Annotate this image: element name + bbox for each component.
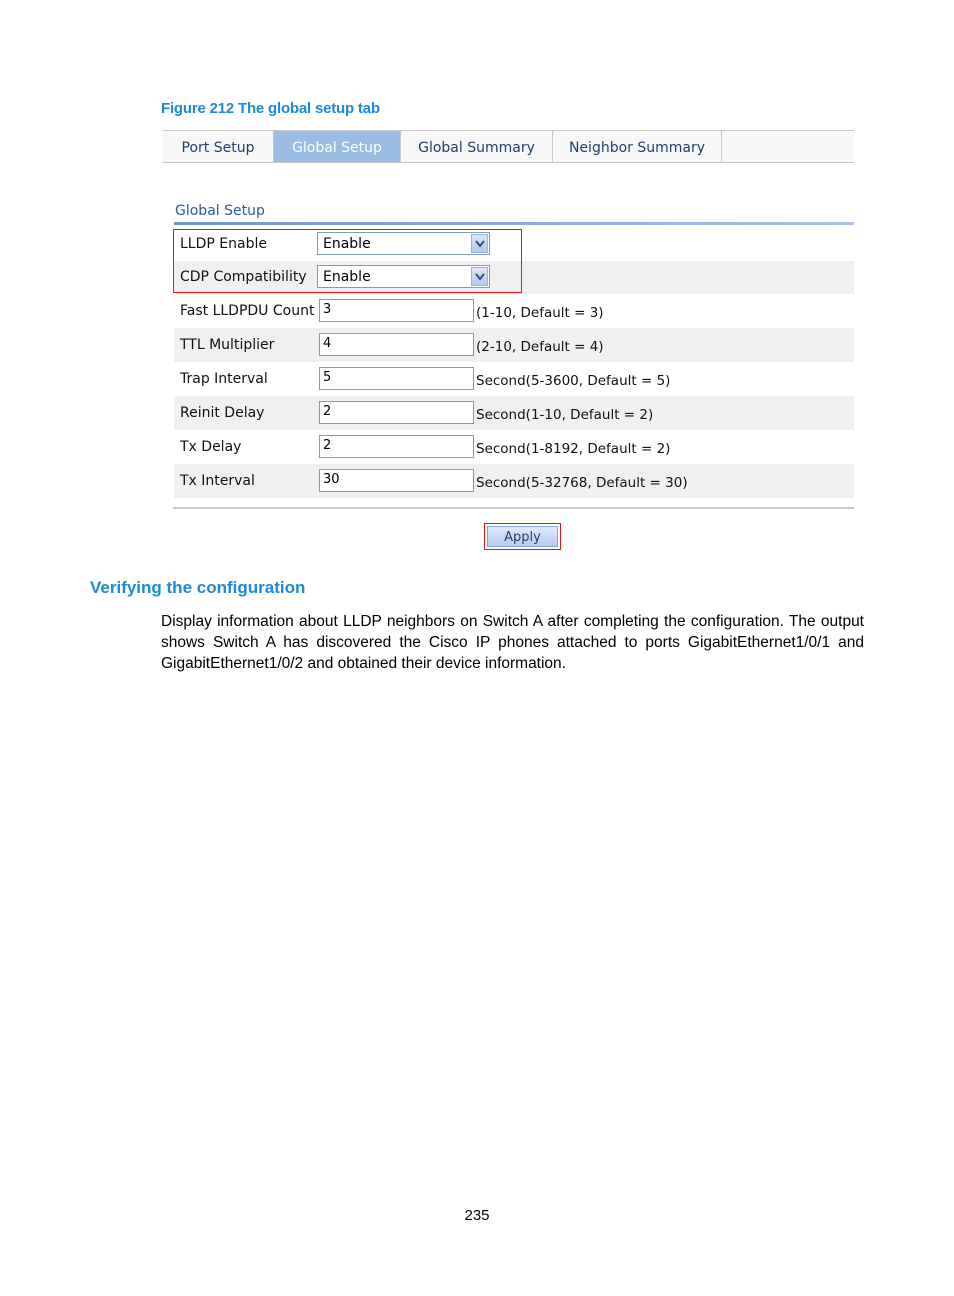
section-heading: Verifying the configuration: [90, 578, 306, 597]
tx-delay-row: [174, 430, 854, 464]
fast-lldpdu-hint: (1-10, Default = 3): [476, 305, 604, 321]
tab-neighbor-summary[interactable]: Neighbor Summary: [553, 131, 722, 162]
form-bottom-divider: [173, 507, 854, 509]
lldp-enable-label: LLDP Enable: [180, 236, 267, 252]
ttl-multiplier-hint: (2-10, Default = 4): [476, 339, 604, 355]
tx-interval-input[interactable]: 30: [319, 469, 474, 492]
tx-delay-label: Tx Delay: [180, 439, 242, 455]
tab-bar: [163, 130, 854, 163]
fast-lldpdu-label: Fast LLDPDU Count: [180, 303, 315, 319]
lldp-enable-value: Enable: [323, 236, 371, 252]
tab-global-summary[interactable]: Global Summary: [401, 131, 553, 162]
reinit-delay-row: [174, 396, 854, 430]
tx-delay-hint: Second(1-8192, Default = 2): [476, 441, 671, 457]
fast-lldpdu-row: [174, 294, 854, 328]
ttl-multiplier-label: TTL Multiplier: [180, 337, 275, 353]
tx-interval-hint: Second(5-32768, Default = 30): [476, 475, 688, 491]
cdp-compat-value: Enable: [323, 269, 371, 285]
ttl-multiplier-row: [174, 328, 854, 362]
trap-interval-hint: Second(5-3600, Default = 5): [476, 373, 671, 389]
section-divider: [174, 222, 854, 225]
tx-interval-label: Tx Interval: [180, 473, 255, 489]
trap-interval-label: Trap Interval: [180, 371, 268, 387]
tx-delay-input[interactable]: 2: [319, 435, 474, 458]
cdp-compat-label: CDP Compatibility: [180, 269, 307, 285]
apply-highlight-box: [484, 523, 561, 550]
page-number: 235: [464, 1207, 490, 1224]
reinit-delay-label: Reinit Delay: [180, 405, 265, 421]
body-paragraph: Display information about LLDP neighbors on Switch A after completing the configuration. The output shows Switch A has discovered the Cisco IP phones attached to ports GigabitEthernet1/0/1 and GigabitEthernet1/0/2 and obtained their device information.: [161, 613, 864, 672]
section-title: Global Setup: [175, 203, 265, 219]
tab-port-setup[interactable]: Port Setup: [163, 131, 274, 162]
reinit-delay-input[interactable]: 2: [319, 401, 474, 424]
trap-interval-row: [174, 362, 854, 396]
fast-lldpdu-input[interactable]: 3: [319, 299, 474, 322]
tx-interval-row: [174, 464, 854, 498]
trap-interval-input[interactable]: 5: [319, 367, 474, 390]
tab-global-setup[interactable]: Global Setup: [274, 131, 401, 162]
figure-caption: Figure 212 The global setup tab: [161, 100, 380, 117]
apply-button[interactable]: Apply: [487, 526, 558, 547]
highlight-box: [173, 229, 522, 293]
tab-bar-filler: [722, 131, 854, 162]
reinit-delay-hint: Second(1-10, Default = 2): [476, 407, 654, 423]
ttl-multiplier-input[interactable]: 4: [319, 333, 474, 356]
